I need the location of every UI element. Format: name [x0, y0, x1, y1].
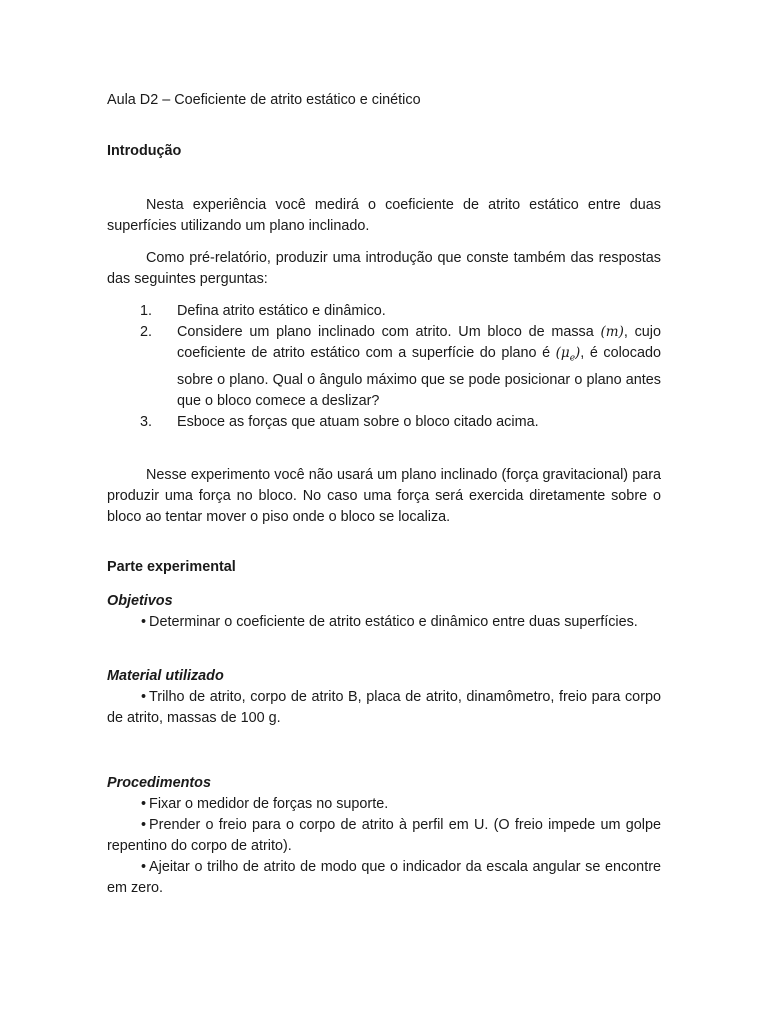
- question-item-1: [107, 301, 661, 322]
- question-text-part-b: , cujo coeficiente de atrito estático com a superfície do plano é: [177, 324, 661, 361]
- question-text: Defina atrito estático e dinâmico.: [177, 303, 386, 319]
- bullet-icon: •: [141, 613, 147, 630]
- procedimento-item-3: • Ajeitar o trilho de atrito de modo que o indicador da escala angular se encontre em zero.: [107, 858, 661, 896]
- mu-symbol: $(\mu_e)$: [555, 345, 581, 364]
- experimental-heading: Parte experimental: [107, 558, 236, 575]
- intro-paragraph-2: Como pré-relatório, produzir uma introdução que conste também das respostas das seguintes perguntas:: [107, 250, 661, 287]
- question-list: [107, 301, 661, 433]
- objetivos-item: • Determinar o coeficiente de atrito estático e dinâmico entre duas superfícies.: [107, 612, 661, 633]
- objetivos-heading: Objetivos: [107, 592, 173, 609]
- question-number: 2.: [140, 324, 153, 340]
- question-item-2: [107, 322, 661, 412]
- question-number: 1.: [140, 303, 153, 319]
- question-text-part-c: , é colocado sobre o plano. Qual o ângulo máximo que se pode posicionar o plano antes que o bloco comece a deslizar?: [177, 345, 661, 409]
- bullet-icon: •: [141, 795, 147, 812]
- procedimento-item-1: • Fixar o medidor de forças no suporte.: [107, 794, 661, 815]
- procedimento-item-2: • Prender o freio para o corpo de atrito à perfil em U. (O freio impede um golpe repentino do corpo de atrito).: [107, 816, 661, 854]
- question-number: 3.: [140, 413, 153, 430]
- intro-paragraph-3: Nesse experimento você não usará um plano inclinado (força gravitacional) para produzir uma força no bloco. No caso uma força será exercida diretamente sobre o bloco ao tentar mover o piso onde o bloco se localiza.: [107, 466, 661, 525]
- question-text: Esboce as forças que atuam sobre o bloco citado acima.: [177, 413, 539, 430]
- intro-heading: Introdução: [107, 143, 182, 159]
- material-item: • Trilho de atrito, corpo de atrito B, placa de atrito, dinamômetro, freio para corpo de atrito, massas de 100 g.: [107, 688, 661, 726]
- bullet-icon: •: [141, 688, 147, 705]
- mass-symbol: (m): [600, 324, 624, 340]
- procedimentos-heading: Procedimentos: [107, 774, 211, 791]
- question-text-part-a: Considere um plano inclinado com atrito. Um bloco de massa: [177, 324, 601, 340]
- question-item-3: [107, 412, 661, 433]
- material-heading: Material utilizado: [107, 667, 224, 684]
- document-title: Aula D2 – Coeficiente de atrito estático e cinético: [107, 92, 421, 108]
- bullet-icon: •: [141, 858, 147, 875]
- bullet-icon: •: [141, 816, 147, 833]
- intro-paragraph-1: Nesta experiência você medirá o coeficiente de atrito estático entre duas superfícies utilizando um plano inclinado.: [107, 197, 661, 234]
- document-page: [107, 90, 661, 899]
